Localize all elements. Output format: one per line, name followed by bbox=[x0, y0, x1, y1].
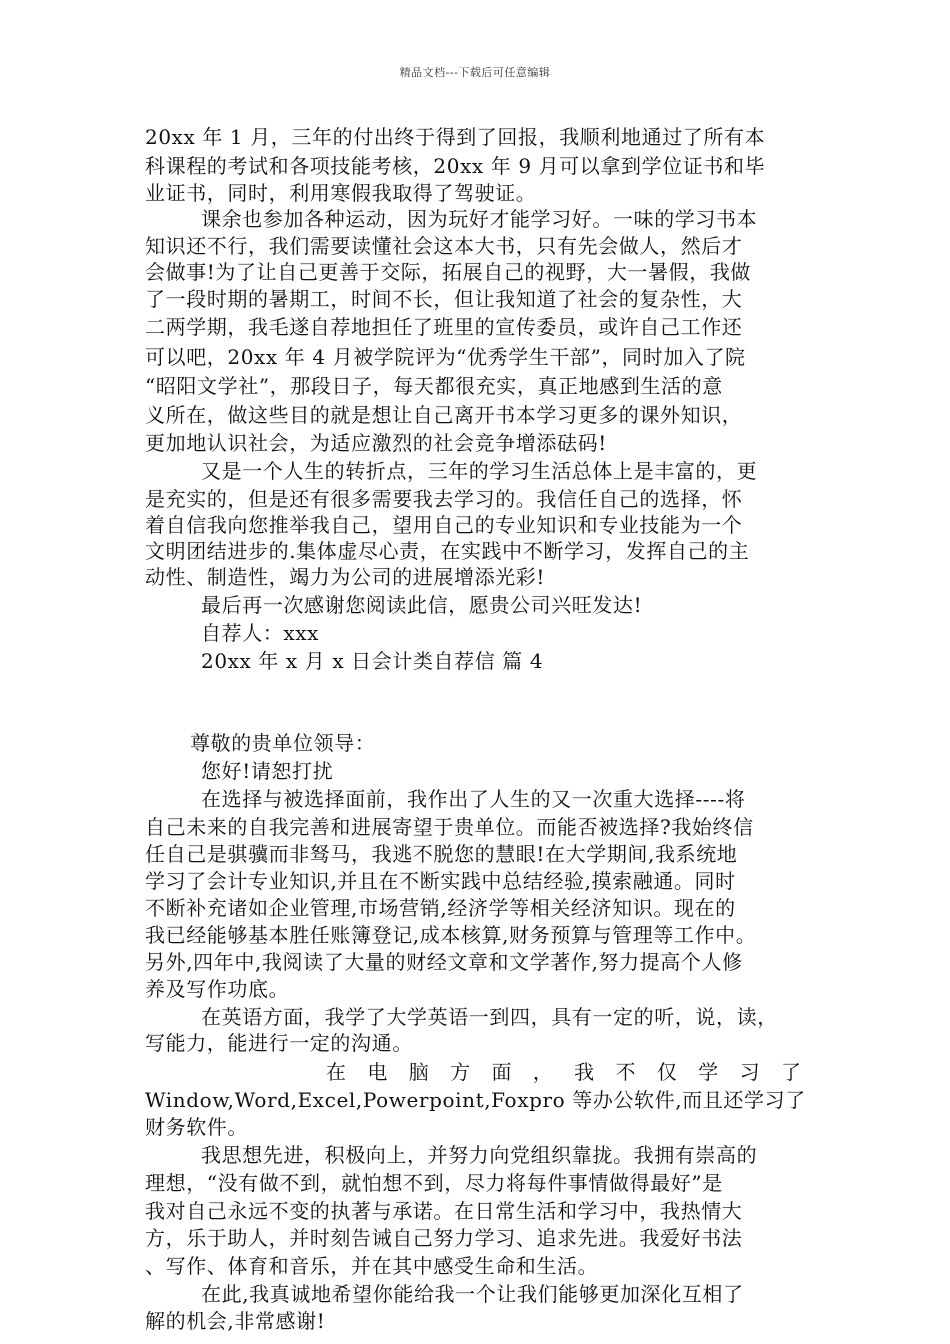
spread-char: 学 bbox=[698, 1060, 719, 1084]
paragraph-line: 又是一个人生的转折点，三年的学习生活总体上是丰富的，更 bbox=[201, 459, 758, 483]
paragraph-line: 我对自己永远不变的执著与承诺。在日常生活和学习中，我热情大 bbox=[145, 1199, 743, 1223]
closing-line: 最后再一次感谢您阅读此信，愿贵公司兴旺发达! bbox=[201, 593, 643, 617]
spread-char: 仅 bbox=[656, 1060, 677, 1084]
paragraph-line: 另外,四年中,我阅读了大量的财经文章和文学著作,努力提高个人修 bbox=[145, 950, 743, 974]
paragraph-line: 不断补充诸如企业管理,市场营销,经济学等相关经济知识。现在的 bbox=[145, 896, 736, 920]
paragraph-line: 动性、制造性，竭力为公司的进展增添光彩! bbox=[145, 565, 546, 589]
paragraph-line: 文明团结进步的.集体虚尽心责，在实践中不断学习，发挥自己的主 bbox=[145, 539, 750, 563]
paragraph-line: 理想，“没有做不到，就怕想不到，尽力将每件事情做得最好”是 bbox=[145, 1171, 723, 1195]
paragraph-line: 义所在，做这些目的就是想让自己离开书本学习更多的课外知识， bbox=[145, 403, 743, 427]
paragraph-line: 更加地认识社会，为适应激烈的社会竞争增添砝码! bbox=[145, 431, 607, 455]
paragraph-line: Window,Word,Excel,Powerpoint,Foxpro 等办公软件,而且还学习了 bbox=[145, 1088, 806, 1112]
paragraph-line: 财务软件。 bbox=[145, 1115, 248, 1139]
spread-char: 在 bbox=[326, 1060, 346, 1084]
paragraph-line: 写能力，能进行一定的沟通。 bbox=[145, 1031, 413, 1055]
spread-line bbox=[326, 1059, 801, 1085]
date-title-line: 20xx 年 x 月 x 日会计类自荐信 篇 4 bbox=[201, 649, 544, 673]
paragraph-line: 可以吧，20xx 年 4 月被学院评为“优秀学生干部”，同时加入了院 bbox=[145, 345, 746, 369]
page-header: 精品文档---下载后可任意编辑 bbox=[399, 66, 551, 79]
paragraph-line: 了一段时期的暑期工，时间不长，但让我知道了社会的复杂性，大 bbox=[145, 287, 743, 311]
spread-char: 电 bbox=[367, 1060, 388, 1084]
paragraph-line: 自己未来的自我完善和进展寄望于贵单位。而能否被选择?我始终信 bbox=[145, 815, 754, 839]
spread-char: 脑 bbox=[408, 1060, 429, 1084]
paragraph-line: “昭阳文学社”，那段日子，每天都很充实，真正地感到生活的意 bbox=[145, 374, 723, 398]
paragraph-line: 解的机会,非常感谢! bbox=[145, 1309, 326, 1333]
paragraph-line: 在英语方面，我学了大学英语一到四，具有一定的听，说，读， bbox=[201, 1005, 778, 1029]
paragraph-line: 知识还不行，我们需要读懂社会这本大书，只有先会做人，然后才 bbox=[145, 234, 743, 258]
paragraph-line: 着自信我向您推举我自己，望用自己的专业知识和专业技能为一个 bbox=[145, 513, 743, 537]
spread-char: 不 bbox=[615, 1060, 636, 1084]
paragraph-line: 我思想先进，积极向上，并努力向党组织靠拢。我拥有崇高的 bbox=[201, 1143, 758, 1167]
spread-char: 习 bbox=[739, 1060, 760, 1084]
paragraph-line: 任自己是骐骥而非驽马，我逃不脱您的慧眼!在大学期间,我系统地 bbox=[145, 842, 738, 866]
paragraph-line: 方，乐于助人，并时刻告诫自己努力学习、追求先进。我爱好书法 bbox=[145, 1226, 743, 1250]
paragraph-line: 二两学期，我毛遂自荐地担任了班里的宣传委员，或许自己工作还 bbox=[145, 315, 743, 339]
paragraph-line: 学习了会计专业知识,并且在不断实践中总结经验,摸索融通。同时 bbox=[145, 869, 736, 893]
salutation: 尊敬的贵单位领导： bbox=[190, 731, 376, 755]
spread-char: 了 bbox=[780, 1060, 801, 1084]
paragraph-line: 在此,我真诚地希望你能给我一个让我们能够更加深化互相了 bbox=[201, 1282, 744, 1306]
paragraph-line: 会做事!为了让自己更善于交际，拓展自己的视野，大一暑假，我做 bbox=[145, 260, 752, 284]
paragraph-line: 养及写作功底。 bbox=[145, 977, 290, 1001]
greeting: 您好!请恕打扰 bbox=[201, 759, 334, 783]
spread-char: 我 bbox=[574, 1060, 595, 1084]
paragraph-line: 是充实的，但是还有很多需要我去学习的。我信任自己的选择，怀 bbox=[145, 487, 743, 511]
paragraph-line: 科课程的考试和各项技能考核，20xx 年 9 月可以拿到学位证书和毕 bbox=[145, 154, 766, 178]
spread-char: 面 bbox=[491, 1060, 512, 1084]
paragraph-line: 在选择与被选择面前，我作出了人生的又一次重大选择----将 bbox=[201, 787, 746, 811]
paragraph-line: 、写作、体育和音乐，并在其中感受生命和生活。 bbox=[145, 1254, 599, 1278]
signature-line: 自荐人：xxx bbox=[201, 621, 320, 645]
paragraph-line: 课余也参加各种运动，因为玩好才能学习好。一味的学习书本 bbox=[201, 207, 758, 231]
paragraph-line: 我已经能够基本胜任账簿登记,成本核算,财务预算与管理等工作中。 bbox=[145, 923, 757, 947]
paragraph-line: 20xx 年 1 月，三年的付出终于得到了回报，我顺利地通过了所有本 bbox=[145, 125, 766, 149]
spread-char: ， bbox=[532, 1060, 553, 1084]
spread-char: 方 bbox=[450, 1060, 471, 1084]
paragraph-line: 业证书，同时，利用寒假我取得了驾驶证。 bbox=[145, 181, 537, 205]
